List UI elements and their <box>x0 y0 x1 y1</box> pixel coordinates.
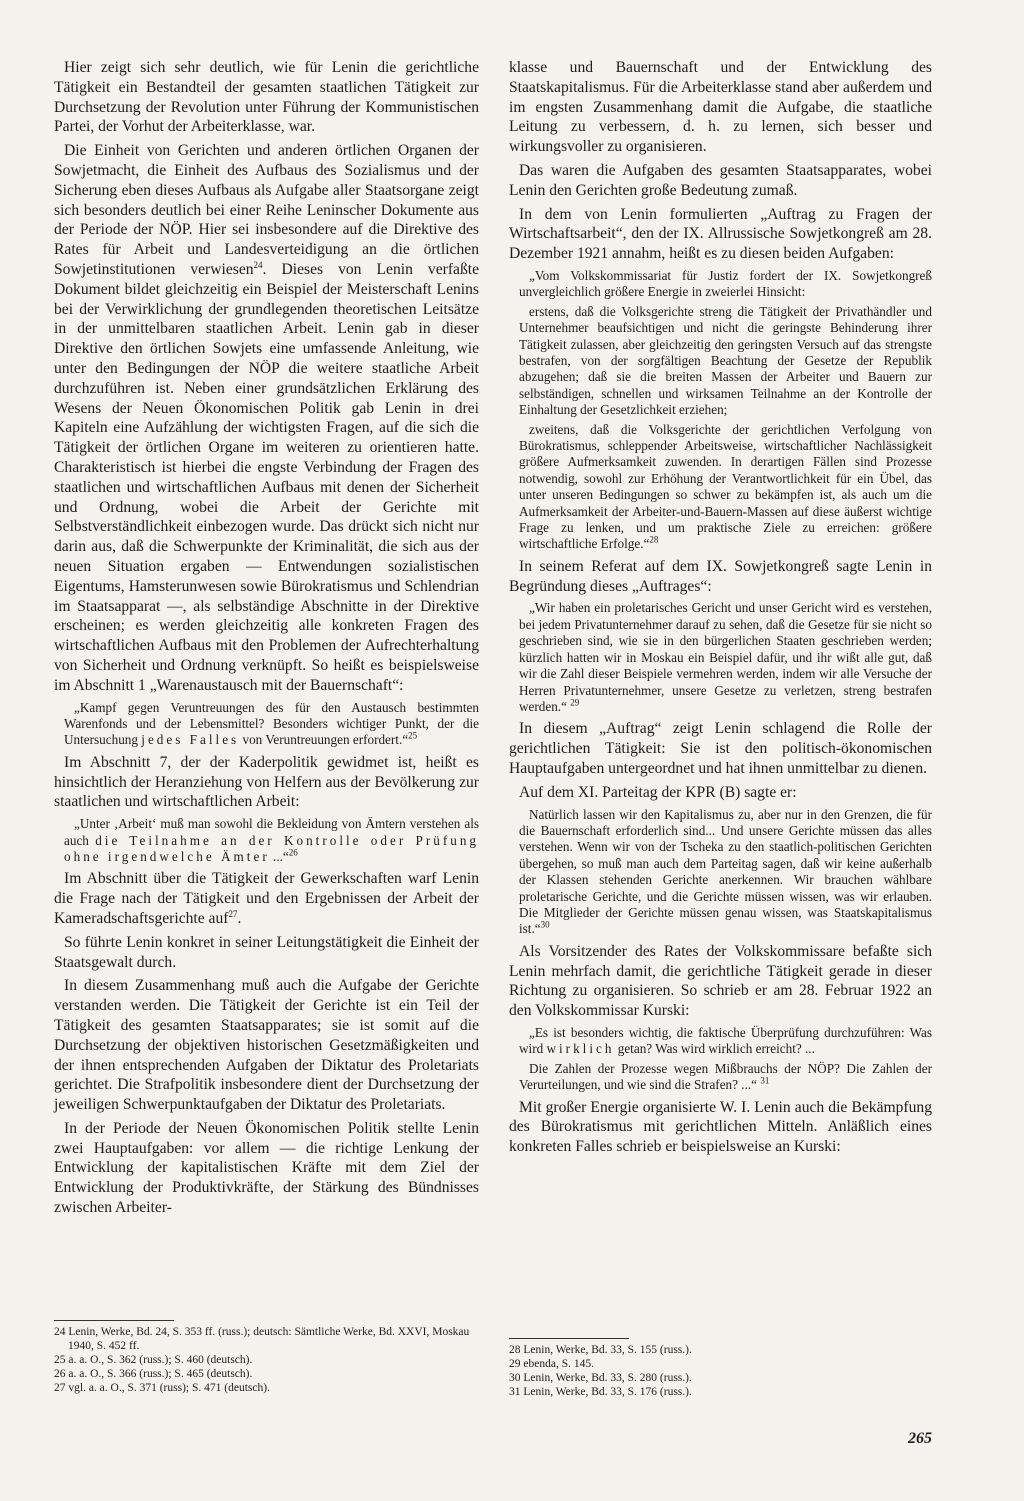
footnote-ref: 26 <box>288 847 298 858</box>
block-quote <box>54 700 479 749</box>
paragraph-text: . <box>237 909 242 927</box>
paragraph: klasse und Bauernschaft und der Entwicklung des Staatskapitalismus. Für die Arbeiterklasse stand aber außerdem und im engsten Zusammenhang damit die Aufgabe, die staatliche Leitung zu verbessern, d. h. zu lernen, sich besser und wirkungsvoller zu organisieren. <box>509 59 932 156</box>
paragraph: In dem von Lenin formulierten „Auftrag zu Fragen der Wirtschaftsarbeit“, den der IX. Allrussische Sowjetkongreß am 28. Dezember 1921 annahm, heißt es zu diesen beiden Aufgaben: <box>509 205 932 263</box>
quote-text: getan? Was wird wirklich erreicht? ... <box>617 1041 815 1057</box>
quote-text: „Unter ‚Arbeit‘ muß man sowohl die Bekleidung von Ämtern verstehen als auch <box>64 816 479 848</box>
quote-text: ...“ <box>273 848 289 864</box>
paragraph: Im Abschnitt 7, der der Kaderpolitik gewidmet ist, heißt es hinsichtlich der Heranziehung von Helfern aus der Bevölkerung zur staatlichen und wirtschaftlichen Arbeit: <box>54 753 479 811</box>
footnotes-left <box>54 1320 479 1395</box>
paragraph-text: . Dieses von Lenin verfaßte Dokument bildet gleichzeitig ein Beispiel der Meisterschaft Lenins bei der Verwirklichung der grundlegenden theoretischen Leitsätze in der unmittelbaren staatlichen Arbeit. Lenin gab in dieser Direktive den örtlichen Sowjets eine umfassende Anleitung, wie unter den Bedingungen der NÖP die weitere staatliche Arbeit durchzuführen ist. Neben einer grundsätzlichen Erklärung des Wesens der Neuen Ökonomischen Politik gab Lenin in drei Kapiteln eine Aufzählung der wichtigsten Fragen, auf die sich die Tätigkeit der örtlichen Organe im weiteren zu orientieren hatte. Charakteristisch ist hierbei die engste Verbindung der Fragen des staatlichen und wirtschaftlichen Aufbaus mit denen der Sicherheit und Ordnung, wobei die Arbeit der Gerichte mit Selbstverständlichkeit einbezogen wurde. Das drückt sich nicht nur darin aus, daß die Schwerpunkte der Kriminalität, die sich aus der neuen Situation ergaben — Entwendungen sozialistischen Eigentums, Hamsterunwesen sowie Bürokratismus und Schlendrian im Staatsapparat —, als selbständige Abschnitte in der Direktive erscheinen; es werden gleichzeitig alle konkreten Fragen des wirtschaftlichen Aufbaus mit den Problemen der Aufrechterhaltung von Sicherheit und Ordnung verknüpft. So heißt es beispielsweise im Abschnitt 1 „Warenaustausch mit der Bauernschaft“: <box>54 260 480 694</box>
quote-text: Natürlich lassen wir den Kapitalismus zu, aber nur in den Grenzen, die für die Bauernschaft erforderlich sind... Und unsere Gerichte müssen das alles verstehen. Wenn wir von der Tscheka zu den staatlich-politischen Gerichten übergehen, so muß man auch dem Parteitag sagen, daß wir keine außerhalb der Klassen stehenden Gerichte anerkennen. Wir brauchen wählbare proletarische Gerichte, und die Gerichte müssen wissen, was wir erlauben. Die Mitglieder der Gerichte müssen genau wissen, was Staatskapitalismus ist.“ <box>519 806 932 937</box>
block-quote: „Vom Volkskommissariat für Justiz fordert der IX. Sowjetkongreß unvergleichlich größere Energie in zweierlei Hinsicht: <box>519 267 932 300</box>
quote-text: „Es ist besonders wichtig, die faktische Überprüfung durchzuführen: Was wird <box>519 1024 932 1057</box>
footnote: 26 a. a. O., S. 366 (russ.); S. 465 (deutsch). <box>54 1368 253 1380</box>
footnote: 25 a. a. O., S. 362 (russ.); S. 460 (deutsch). <box>54 1354 253 1366</box>
paragraph: In diesem Zusammenhang muß auch die Aufgabe der Gerichte verstanden werden. Die Tätigkeit der Gerichte ist ein Teil der Tätigkeit des gesamten Staatsapparates; sie ist somit auf die Durchsetzung der objektiven historischen Gesetzmäßigkeiten und der ihnen entsprechenden Aufgaben der Diktatur des Proletariats gerichtet. Die Strafpolitik insbesondere dient der Durchsetzung der jeweiligen Schwerpunktaufgaben der Diktatur des Proletariats. <box>54 977 479 1114</box>
paragraph <box>54 869 479 928</box>
quote-text: Die Zahlen der Prozesse wegen Mißbrauchs der NÖP? Die Zahlen der Verurteilungen, und wie sind die Strafen? ...“ <box>519 1060 932 1093</box>
paragraph: So führte Lenin konkret in seiner Leitungstätigkeit die Einheit der Staatsgewalt durch. <box>54 933 479 971</box>
paragraph: Mit großer Energie organisierte W. I. Lenin auch die Bekämpfung des Bürokratismus mit gerichtlichen Mitteln. Anläßlich eines konkreten Falles schrieb er beispielsweise an Kurski: <box>509 1098 932 1156</box>
spaced-emphasis: jedes Falles <box>141 732 240 748</box>
paragraph: In diesem „Auftrag“ zeigt Lenin schlagend die Rolle der gerichtlichen Tätigkeit: Sie ist den politisch-ökonomischen Hauptaufgaben untergeordnet und hat ihnen unmittelbar zu dienen. <box>509 720 932 777</box>
page-number: 265 <box>908 1430 932 1447</box>
footnote: 31 Lenin, Werke, Bd. 33, S. 176 (russ.). <box>509 1386 692 1398</box>
paragraph: Als Vorsitzender des Rates der Volkskommissare befaßte sich Lenin mehrfach damit, die gerichtliche Tätigkeit gerade in dieser Richtung zu organisieren. So schrieb er am 28. Februar 1922 an den Volkskommissar Kurski: <box>509 942 932 1020</box>
spaced-emphasis: wirklich <box>546 1041 615 1057</box>
paragraph: Auf dem XI. Parteitag der KPR (B) sagte er: <box>519 783 797 801</box>
footnote-ref: 30 <box>540 919 550 930</box>
block-quote: erstens, daß die Volksgerichte streng die Tätigkeit der Privathändler und Unternehmer beaufsichtigen und nicht die geringste Behinderung ihrer Tätigkeit zulassen, aber gleichzeitig den geringsten Versuch auf das strengste bestrafen, von der sorgfältigen Beachtung der Gesetze der Republik abzugehen; daß sie die breiten Massen der Arbeiter und Bauern zur selbständigen, schnellen und wirksamen Teilnahme an der Kontrolle der Einhaltung der Gesetzlichkeit erziehen; <box>519 303 932 418</box>
paragraph: Hier zeigt sich sehr deutlich, wie für Lenin die gerichtliche Tätigkeit ein Bestandteil der gesamten staatlichen Tätigkeit zur Durchsetzung der Revolution unter Führung der Kommunistischen Partei, der Vorhut der Arbeiterklasse, war. <box>54 59 479 136</box>
paragraph: Das waren die Aufgaben des gesamten Staatsapparates, wobei Lenin den Gerichten große Bedeutung zumaß. <box>509 161 932 199</box>
block-quote <box>54 816 479 865</box>
footnote-divider <box>509 1338 629 1339</box>
footnote: 29 ebenda, S. 145. <box>509 1358 594 1370</box>
footnote-ref: 25 <box>408 730 418 741</box>
footnote-ref: 28 <box>649 535 659 546</box>
paragraph-text: Die Einheit von Gerichten und anderen örtlichen Organen der Sowjetmacht, die Einheit des Aufbaus des Sozialismus und der Sicherung eben dieses Aufbaus als Aufgabe aller Staatsorgane zeigt sich besonders deutlich bei einer Reihe Leninscher Dokumente aus der Periode der NÖP. Hier sei insbesondere auf die Direktive des Rates für Arbeit und Landesverteidigung an die örtlichen Sowjetinstitutionen verwiesen <box>54 142 479 278</box>
footnote: 27 vgl. a. a. O., S. 371 (russ); S. 471 (deutsch). <box>54 1382 270 1394</box>
footnote-ref: 24 <box>253 259 263 270</box>
footnote: 30 Lenin, Werke, Bd. 33, S. 280 (russ.). <box>509 1372 692 1384</box>
quote-text: von Veruntreuungen erfordert.“ <box>242 732 409 748</box>
quote-text: zweitens, daß die Volksgerichte der gerichtlichen Verfolgung von Bürokratismus, schleppender Arbeitsweise, wirtschaftlicher Nachlässigkeit größere Aufmerksamkeit zuwenden. In derartigen Fällen sind Prozesse notwendig, sowohl zur Erhöhung der Verantwortlichkeit für ein Übel, das unter unseren Bedingungen so schwer zu bekämpfen ist, als auch um die Aufmerksamkeit der Arbeiter-und-Bauern-Massen auf diese äußerst wichtige Frage zu lenken, und um praktische Ziele zu erreichen: größere wirtschaftliche Erfolge.“ <box>519 421 932 552</box>
footnote-ref: 29 <box>570 697 580 708</box>
block-quote <box>509 807 932 938</box>
footnote-divider <box>54 1320 174 1321</box>
right-column <box>509 58 932 1157</box>
paragraph: In der Periode der Neuen Ökonomischen Politik stellte Lenin zwei Hauptaufgaben: vor allem — die richtige Lenkung der Entwicklung der kapitalistischen Kräfte mit dem Ziel der Entwicklung der Produktivkräfte, der Stärkung des Bündnisses zwischen Arbeiter- <box>54 1119 479 1217</box>
block-quote <box>509 422 932 553</box>
paragraph: In seinem Referat auf dem IX. Sowjetkongreß sagte Lenin in Begründung dieses „Auftrages“: <box>509 557 932 595</box>
footnote-ref: 31 <box>760 1075 770 1086</box>
footnote-ref: 27 <box>228 908 238 919</box>
footnote: 24 Lenin, Werke, Bd. 24, S. 353 ff. (russ.); deutsch: Sämtliche Werke, Bd. XXVI, Moskau 1940, S. 452 ff. <box>54 1326 470 1352</box>
quote-text: „Kampf gegen Veruntreuungen des für den Austausch bestimmten Warenfonds und der Lebensmittel? Besonders wichtiger Punkt, der die Untersuchung <box>64 699 479 748</box>
footnotes-right <box>509 1338 932 1399</box>
left-column <box>54 58 479 1218</box>
paragraph-text: Im Abschnitt über die Tätigkeit der Gewerkschaften warf Lenin die Frage nach der Tätigkeit und den Ergebnissen der Arbeit der Kameradschaftsgerichte auf <box>54 870 479 927</box>
footnote: 28 Lenin, Werke, Bd. 33, S. 155 (russ.). <box>509 1344 692 1356</box>
quote-text: „Wir haben ein proletarisches Gericht und unser Gericht wird es verstehen, bei jedem Privatunternehmer darauf zu sehen, daß die Gesetze für sie nicht so geschrieben sind, wie sie in den bürgerlichen Staaten geschrieben werden; kürzlich hatten wir in Moskau ein Beispiel dafür, und ihr wißt alle gut, daß wir die Zahl dieser Beispiele vermehren werden, indem wir alle Versuche der Herren Privatunternehmer, unsere Gesetze zu verletzen, streng bestrafen werden.“ <box>519 600 932 714</box>
spaced-emphasis: die Teilnahme an der Kontrolle oder Prüfung ohne irgendwelche Ämter <box>64 832 480 864</box>
block-quote <box>509 1025 932 1058</box>
paragraph <box>54 141 479 695</box>
block-quote <box>509 600 932 715</box>
block-quote <box>509 1061 932 1094</box>
